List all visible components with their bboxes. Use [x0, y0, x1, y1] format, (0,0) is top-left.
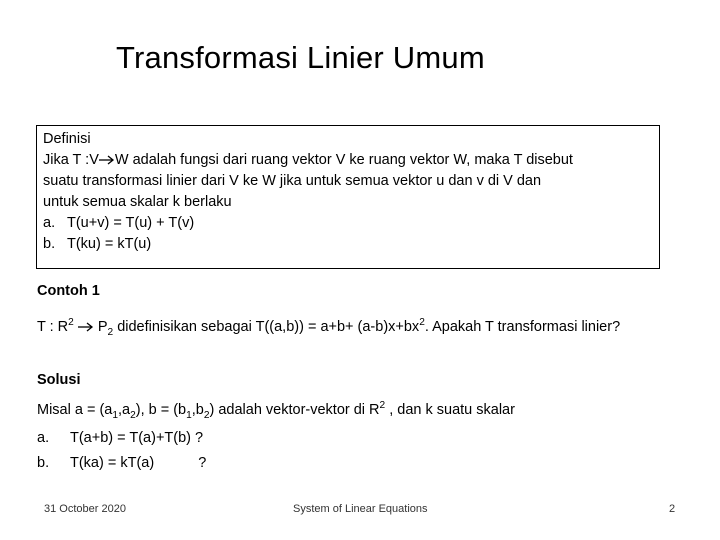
contoh-p-sub: 2 [107, 326, 114, 338]
solusi-s4: ,b [191, 402, 204, 418]
definition-item-b [43, 234, 653, 255]
contoh-body-end: . Apakah T transformasi linier? [424, 319, 621, 335]
footer-title: System of Linear Equations [293, 503, 428, 515]
contoh-t-pre: T : R [37, 319, 69, 335]
contoh-x-sup: 2 [419, 317, 425, 329]
solusi-s1: Misal a = (a [37, 402, 113, 418]
definition-box [36, 125, 660, 269]
solusi-b-marker: b. [37, 455, 50, 471]
solusi-s3-sub: 1 [186, 409, 192, 421]
solusi-b-text: T(ka) = kT(a) [70, 455, 155, 471]
solusi-s6: , dan k suatu skalar [385, 402, 515, 418]
item-b-text: T(ku) = kT(u) [67, 236, 152, 252]
solusi-item-b [37, 453, 206, 474]
contoh-heading: Contoh 1 [37, 283, 100, 299]
solusi-a-text: T(a+b) = T(a)+T(b) ? [70, 430, 204, 446]
contoh-r-sup: 2 [68, 317, 74, 329]
solusi-s4-sub: 2 [203, 409, 210, 421]
solusi-heading: Solusi [37, 372, 81, 388]
definition-heading: Definisi [43, 131, 91, 147]
solusi-s5-sup: 2 [379, 400, 386, 412]
right-arrow-icon [99, 155, 115, 165]
solusi-item-a [37, 428, 203, 449]
solusi-s5: ) adalah vektor-vektor di R [209, 402, 380, 418]
solusi-s3: ), b = (b [135, 402, 187, 418]
definition-line-3: untuk semua skalar k berlaku [43, 194, 232, 210]
page-number: 2 [669, 503, 676, 515]
contoh-body [37, 317, 677, 338]
definition-line-2: suatu transformasi linier dari V ke W jika untuk semua vektor u dan v di V dan [43, 173, 542, 189]
contoh-body-mid: didefinisikan sebagai T((a,b)) = a+b+ (a-b)x+bx [113, 319, 420, 335]
solusi-s1-sub: 1 [112, 409, 118, 421]
definition-item-a [43, 213, 653, 234]
definition-line1-pre: Jika T :V [43, 152, 99, 168]
solusi-s2: ,a [118, 402, 131, 418]
item-a-marker: a. [43, 215, 56, 231]
solusi-line-1 [37, 400, 515, 421]
slide-title: Transformasi Linier Umum [116, 40, 485, 75]
solusi-a-marker: a. [37, 430, 50, 446]
definition-line1-post: W adalah fungsi dari ruang vektor V ke ruang vektor W, maka T disebut [114, 152, 573, 168]
item-b-marker: b. [43, 236, 56, 252]
definition-line-1 [43, 150, 653, 171]
solusi-s2-sub: 2 [130, 409, 136, 421]
solusi-b-question: ? [198, 455, 207, 471]
footer-date: 31 October 2020 [44, 503, 126, 515]
contoh-p: P [97, 319, 108, 335]
right-arrow-icon [78, 322, 94, 332]
item-a-text: T(u+v) = T(u) + T(v) [67, 215, 195, 231]
